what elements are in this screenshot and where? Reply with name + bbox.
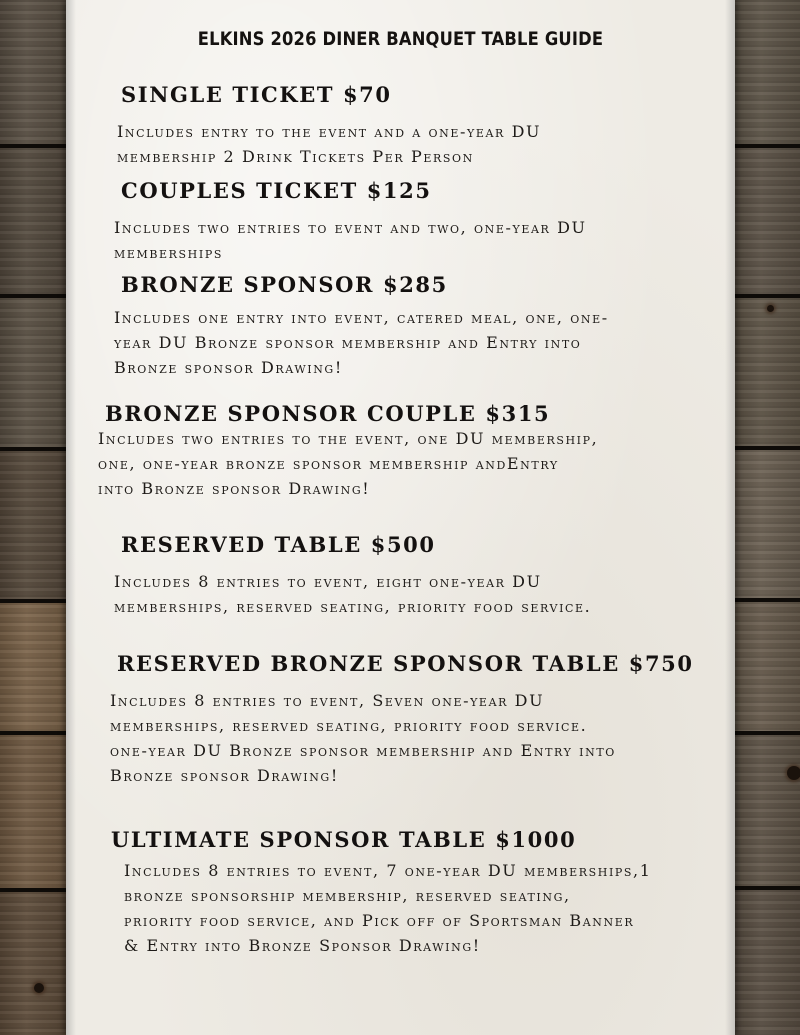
wood-knot (767, 305, 774, 312)
tier-reserved-bronze-sponsor-table (110, 651, 694, 788)
tier-bronze-sponsor-couple (98, 401, 599, 501)
wood-plank (0, 451, 66, 603)
wood-plank (0, 0, 66, 148)
description-line: Includes 8 entries to event, Seven one-year DU (110, 691, 545, 710)
wood-plank (735, 148, 800, 298)
wood-plank (735, 298, 800, 450)
tier-description (114, 569, 591, 619)
description-line: Includes two entries to the event, one DU membership, (98, 429, 599, 448)
description-line: Includes 8 entries to event, 7 one-year DU memberships,1 (124, 861, 652, 880)
wood-plank (735, 735, 800, 890)
description-line: into Bronze sponsor Drawing! (98, 479, 371, 498)
description-line: one-year DU Bronze sponsor membership and Entry into (110, 741, 616, 760)
tier-heading: ULTIMATE SPONSOR TABLE $1000 (111, 827, 577, 852)
description-line: Includes 8 entries to event, eight one-year DU (114, 572, 542, 591)
description-line: Includes entry to the event and a one-year DU (117, 122, 542, 141)
tier-description (98, 426, 598, 501)
tier-bronze-sponsor (114, 272, 609, 380)
wood-background-right (735, 0, 800, 1035)
wood-plank (735, 602, 800, 735)
tier-description (124, 858, 652, 958)
wood-plank (735, 890, 800, 1035)
tier-couples-ticket (114, 178, 587, 265)
description-line: & Entry into Bronze Sponsor Drawing! (124, 936, 481, 955)
tier-heading: BRONZE SPONSOR $285 (121, 272, 448, 297)
tier-reserved-table (114, 532, 592, 619)
wood-plank (0, 735, 66, 892)
wood-plank (735, 0, 800, 148)
wood-knot (787, 766, 800, 780)
description-line: Includes one entry into event, catered meal, one, one- (114, 308, 609, 327)
wood-background-left (0, 0, 66, 1035)
tier-heading: RESERVED TABLE $500 (121, 532, 436, 557)
tier-description (114, 215, 587, 265)
tier-ultimate-sponsor-table (111, 827, 652, 958)
tier-heading: SINGLE TICKET $70 (121, 82, 392, 107)
description-line: Bronze sponsor Drawing! (114, 358, 343, 377)
description-line: Includes two entries to event and two, one-year DU (114, 218, 587, 237)
wood-plank (0, 148, 66, 298)
tier-heading: RESERVED BRONZE SPONSOR TABLE $750 (117, 651, 694, 676)
tier-heading: COUPLES TICKET $125 (121, 178, 432, 203)
tier-single-ticket (117, 82, 542, 169)
description-line: bronze sponsorship membership, reserved seating, (124, 886, 571, 905)
wood-plank (735, 450, 800, 602)
description-line: memberships, reserved seating, priority food service. (110, 716, 588, 735)
description-line: membership 2 Drink Tickets Per Person (117, 147, 474, 166)
description-line: year DU Bronze sponsor membership and Entry into (114, 333, 582, 352)
wood-plank (0, 892, 66, 1035)
description-line: Bronze sponsor Drawing! (110, 766, 339, 785)
description-line: memberships, reserved seating, priority food service. (114, 597, 592, 616)
wood-plank (0, 603, 66, 735)
paper-sheet (66, 0, 735, 1035)
page-title: ELKINS 2026 DINER BANQUET TABLE GUIDE (197, 28, 604, 50)
description-line: priority food service, and Pick off of Sportsman Banner (124, 911, 635, 930)
description-line: one, one-year bronze sponsor membership andEntry (98, 454, 559, 473)
tier-description (110, 688, 694, 788)
tier-description (114, 305, 609, 380)
tier-description (117, 119, 541, 169)
wood-knot (34, 983, 44, 993)
tier-heading: BRONZE SPONSOR COUPLE $315 (105, 401, 551, 426)
wood-plank (0, 298, 66, 451)
description-line: memberships (114, 243, 223, 262)
